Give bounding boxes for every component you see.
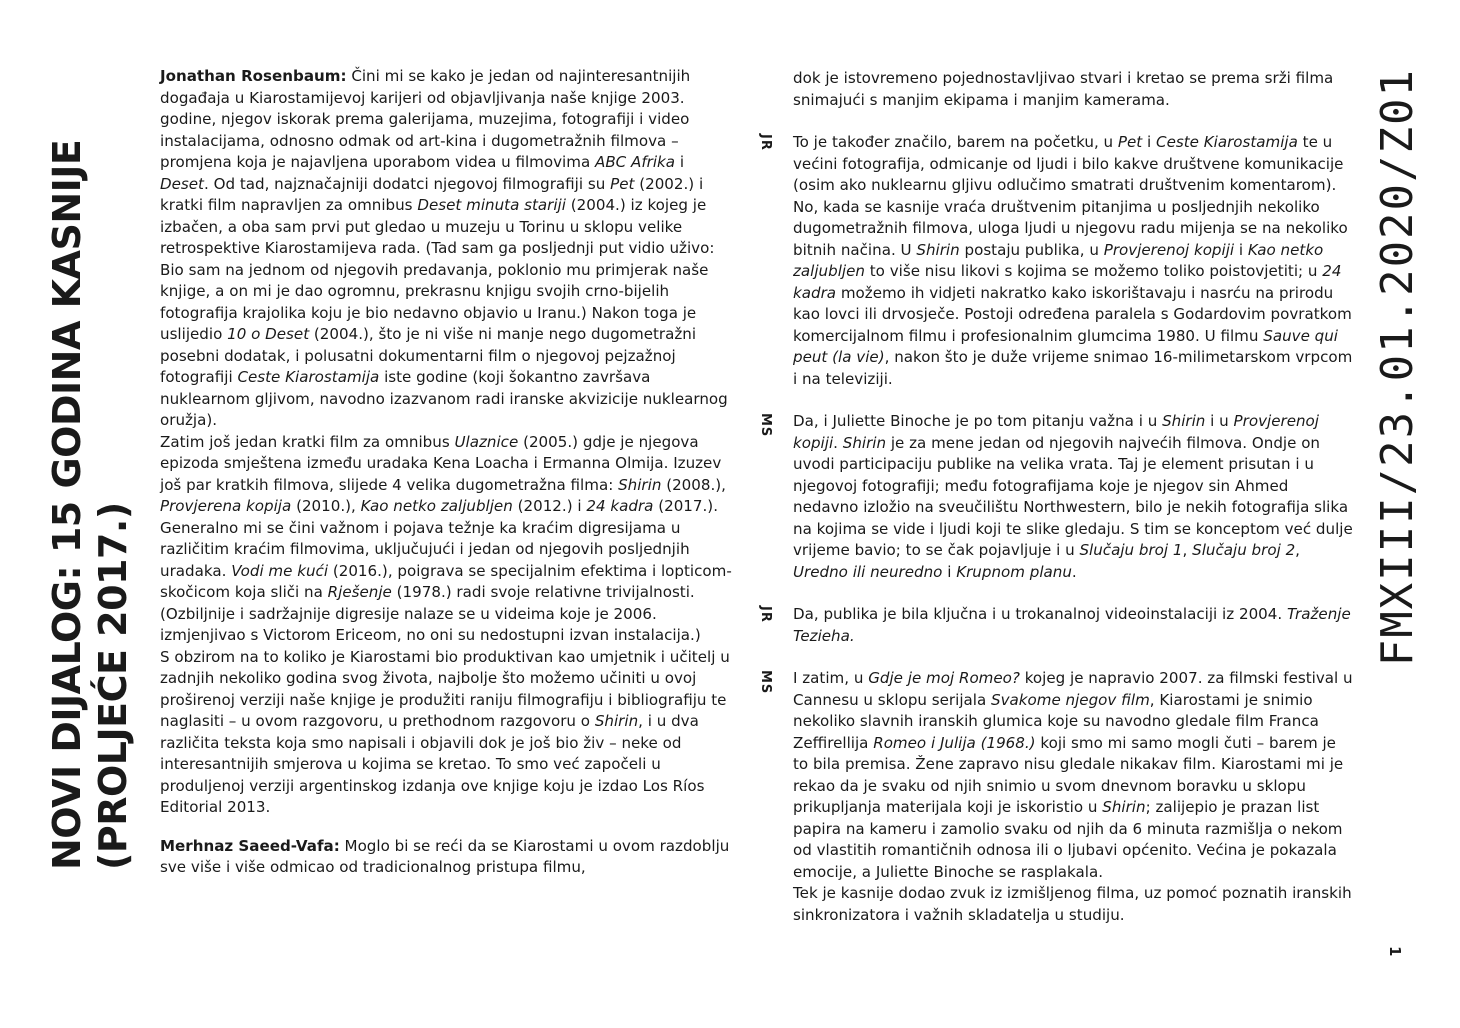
dialogue-block-ms: [758, 411, 1353, 583]
film-title: Shirin: [1102, 798, 1146, 816]
film-title: Pet: [610, 174, 635, 193]
film-title: Traženje Tezieha.: [793, 605, 1351, 645]
text: Da, i Juliette Binoche je po tom pitanju važna i u: [793, 412, 1163, 430]
text: S obzirom na to koliko je Kiarostami bio produktivan kao umjetnik i učitelj u zadnjih nekoliko godina svog života, najbolje što možemo učiniti u ovoj proširenoj verziji naše knjige je produžiti raniju filmografiju i bibliografiju te naglasiti – u ovom razgovoru, u prethodnom razgovoru o: [160, 647, 730, 730]
film-title: Provjerenoj kopiji: [1103, 240, 1235, 259]
text: (2017.).: [653, 497, 718, 515]
text: (2010.),: [291, 497, 361, 515]
text: (2004.), što je ni više ni manje nego dugometražni posebni dodatak, i polusatni dokumentarni film o njegovoj pejzažnoj fotografiji: [160, 325, 697, 386]
text: , Kiarostami je snimio nekoliko slavnih iranskih glumica koje su navodno gledale film Franca Zeffirellija: [793, 690, 1319, 752]
text: (2016.), poigrava se specijalnim efektima i lopticom-skočicom koja sliči na: [160, 561, 732, 601]
film-title: Ceste Kiarostamija: [237, 368, 380, 386]
film-title: 24 kadra: [793, 262, 1342, 302]
text: ,: [1295, 541, 1300, 559]
film-title: Krupnom planu: [956, 562, 1072, 581]
film-title: Deset minuta stariji: [417, 196, 566, 214]
speaker-tag: [757, 411, 781, 451]
paragraph-rosenbaum: [160, 66, 736, 432]
text: .: [833, 433, 843, 452]
side-code-text: FMXIII/23.01.2020/Z01: [1372, 68, 1423, 667]
film-title: Sauve qui peut (la vie): [793, 326, 1339, 366]
speaker-name: Jonathan Rosenbaum:: [160, 67, 347, 85]
film-title: Uredno ili neuredno: [793, 562, 943, 581]
text: iste godine (koji šokantno završava nuklearnom gljivom, navodno izazvanom radi iranske akvizicije nuklearnog oružja).: [160, 368, 728, 429]
paragraph: [793, 604, 1353, 647]
paragraph: [793, 68, 1353, 111]
paragraph: [793, 411, 1353, 583]
speaker-tag-text: MS: [758, 413, 773, 438]
text: to više nisu likovi s kojima se možemo toliko poistovjetiti; u: [864, 262, 1323, 280]
film-title: Kao netko zaljubljen: [793, 240, 1324, 280]
text: . Od tad, najznačajniji dodatci njegovoj filmografiji su: [203, 174, 611, 193]
text: Generalno mi se čini važnom i pojava težnje ka kraćim digresijama u različitim kraćim filmovima, uključujući i jedan od njegovih posljednjih uradaka.: [160, 518, 690, 580]
text: I zatim, u: [793, 669, 869, 687]
title-line-1: NOVI DIJALOG: 15 GODINA KASNIJE: [45, 139, 89, 870]
speaker-name: Merhnaz Saeed-Vafa:: [160, 836, 340, 855]
text: možemo ih vidjeti nakratko kako iskorištavaju i nasrću na prirodu kao lovci ili drvosječe. Postoji određena paralela s Godardovim povratkom komercijalnom filmu i profesionalnim glumcima 1980. U filmu: [793, 283, 1352, 345]
film-title: Provjerena kopija: [160, 497, 292, 515]
film-title: Deset: [160, 174, 204, 193]
film-title: Shirin: [618, 475, 662, 494]
text: Čini mi se kako je jedan od najinteresantnijih događaja u Kiarostamijevoj karijeri od objavljivanja naše knjige 2003. godine, njegov iskorak prema galerijama, muzejima, fotografiji i video instalacijama, odnosno odmak od art-kina i dugometražnih filmova – promjena koja je najavljena uporabom videa u filmovima: [160, 67, 691, 171]
text: kojeg je napravio 2007. za filmski festival u Cannesu u sklopu serijala: [793, 669, 1353, 709]
paragraph: [160, 518, 736, 647]
film-title: Slučaju broj 1: [1079, 541, 1183, 559]
text: i: [675, 153, 685, 171]
page-number-text: 1: [1386, 946, 1404, 957]
speaker-tag-text: JR: [758, 134, 773, 151]
left-column: [160, 66, 736, 879]
dialogue-block-ms: [758, 668, 1353, 926]
text: (2005.) gdje je njegova epizoda smještena između uradaka Kena Loacha i Ermanna Olmija. Izuzev još par kratkih filmova, slijede 4 velika dugometražna filma:: [160, 432, 722, 494]
text: (1978.) radi svoje relativne trivijalnosti. (Ozbiljnije i sadržajnije digresije nalaze se u videima koje je 2006. izmjenjivao s Victorom Ericeom, no oni su nedostupni izvan instalacija.): [160, 583, 701, 644]
film-title: Shirin: [594, 712, 639, 730]
text: Zatim još jedan kratki film za omnibus: [160, 432, 455, 451]
text: Da, publika je bila ključna i u trokanalnoj videoinstalaciji iz 2004.: [793, 605, 1287, 623]
text: i u: [1205, 412, 1234, 430]
film-title: 24 kadra: [586, 497, 654, 515]
paragraph-saeed-vafa: [160, 836, 736, 879]
film-title: Ulaznice: [454, 432, 519, 451]
film-title: Shirin: [916, 240, 960, 259]
film-title: Vodi me kući: [231, 561, 329, 580]
text: .: [1071, 562, 1077, 581]
dialogue-block-jr: [758, 132, 1353, 390]
speaker-tag-text: JR: [758, 606, 773, 623]
paragraph: [793, 883, 1353, 926]
text: i: [1142, 133, 1157, 151]
film-title: Ceste Kiarostamija: [1156, 133, 1298, 151]
film-title: ABC Afrika: [595, 153, 676, 171]
title-line-2: (PROLJEĆE 2017.): [91, 502, 135, 870]
speaker-tag: [757, 604, 781, 644]
paragraph: [160, 432, 736, 518]
text: te u većini fotografija, odmicanje od ljudi i bilo kakve društvene komunikacije (osim ako nuklearnu gljivu odlučimo smatrati društvenim komentarom). No, kada se kasnije vraća društvenim pitanjima u posljednjih nekoliko dugometražnih filmova, uloga ljudi u njegovu radu mijenja se na nekoliko bitnih načina. U: [793, 133, 1348, 259]
film-title: Pet: [1117, 133, 1143, 151]
film-title: Gdje je moj Romeo?: [868, 669, 1020, 687]
paragraph: [160, 647, 736, 819]
paragraph: [793, 668, 1353, 883]
film-title: Shirin: [1162, 412, 1206, 430]
film-title: Slučaju broj 2: [1192, 541, 1296, 559]
text: (2012.) i: [512, 497, 587, 515]
film-title: Shirin: [842, 433, 887, 452]
text: Tek je kasnije dodao zvuk iz izmišljenog filma, uz pomoć poznatih iranskih sinkronizatora i važnih skladatelja u studiju.: [793, 884, 1352, 924]
dialogue-block: [793, 68, 1353, 111]
text: je za mene jedan od njegovih najvećih filmova. Ondje on uvodi participaciju publike na velika vrata. Taj je element prisutan i u njegovoj fotografiji; među fotografijama koje je njegov sin Ahmed nedavno izložio na sveučilištu Northwestern, bilo je nekih fotografija slika na kojima se vide i ljudi koji te slike gledaju. S tim se konceptom već dulje vrijeme bavio; to se čak pojavljuje i u: [793, 433, 1353, 559]
text: Moglo bi se reći da se Kiarostami u ovom razdoblju sve više i više odmicao od tradicionalnog pristupa filmu,: [160, 836, 730, 876]
text: ; zalijepio je prazan list papira na kameru i zamolio svaku od njih da 6 minuta razmišlja o nekom od vlastitih romantičnih odnosa ili o ljubavi općenito. Većina je pokazala emocije, a Juliette Binoche se rasplakala.: [793, 798, 1343, 881]
text: , i u dva različita teksta koja smo napisali i objavili dok je još bio živ – neke od interesantnijih smjerova u kojima se kretao. To smo već započeli u produljenoj verziji argentinskog izdanja ove knjige koju je izdao Los Ríos Editorial 2013.: [160, 712, 705, 816]
side-code: [1368, 68, 1438, 680]
speaker-tag: [757, 668, 781, 708]
film-title: Rješenje: [327, 583, 392, 601]
film-title: Svakome njegov film: [991, 690, 1150, 709]
text: i: [1234, 240, 1248, 259]
film-title: Romeo i Julija (1968.): [873, 733, 1036, 752]
film-title: Kao netko zaljubljen: [360, 497, 513, 515]
speaker-tag-text: MS: [758, 670, 773, 695]
text: To je također značilo, barem na početku, u: [793, 133, 1118, 151]
text: ,: [1182, 541, 1193, 559]
dialogue-block-jr: [758, 604, 1353, 647]
paragraph: [793, 132, 1353, 390]
text: (2002.) i kratki film napravljen za omnibus: [160, 174, 704, 214]
page-number: [1380, 944, 1410, 964]
text: postaju publika, u: [959, 240, 1104, 259]
speaker-tag: [757, 132, 781, 172]
film-title: 10 o Deset: [227, 325, 310, 343]
text: i: [942, 562, 957, 581]
right-column: [758, 68, 1353, 926]
text: (2004.) iz kojeg je izbačen, a oba sam prvi put gledao u muzeju u Torinu u sklopu velike retrospektive Kiarostamijeva rada. (Tad sam ga posljednji put vidio uživo: Bio sam na jednom od njegovih predavanja, poklonio mu primjerak naše knjige, a on mi je dao ogromnu, prekrasnu knjigu svojih crno-bijelih fotografija krajolika koju je bio nedavno objavio u Iranu.) Nakon toga je uslijedio: [160, 196, 715, 343]
vertical-title: [44, 139, 154, 870]
film-title: Provjerenoj kopiji: [793, 412, 1319, 452]
text: (2008.),: [661, 475, 726, 494]
text: , nakon što je duže vrijeme snimao 16-milimetarskom vrpcom i na televiziji.: [793, 348, 1353, 388]
text: koji smo mi samo mogli čuti – barem je to bila premisa. Žene zapravo nisu gledale nikakav film. Kiarostami mi je rekao da je svaku od njih snimio u svom dnevnom boravku u sklopu prikupljanja materijala koji je iskoristio u: [793, 733, 1344, 816]
text: dok je istovremeno pojednostavljivao stvari i kretao se prema srži filma snimajući s manjim ekipama i manjim kamerama.: [793, 69, 1334, 109]
title-rotated: [44, 139, 136, 870]
